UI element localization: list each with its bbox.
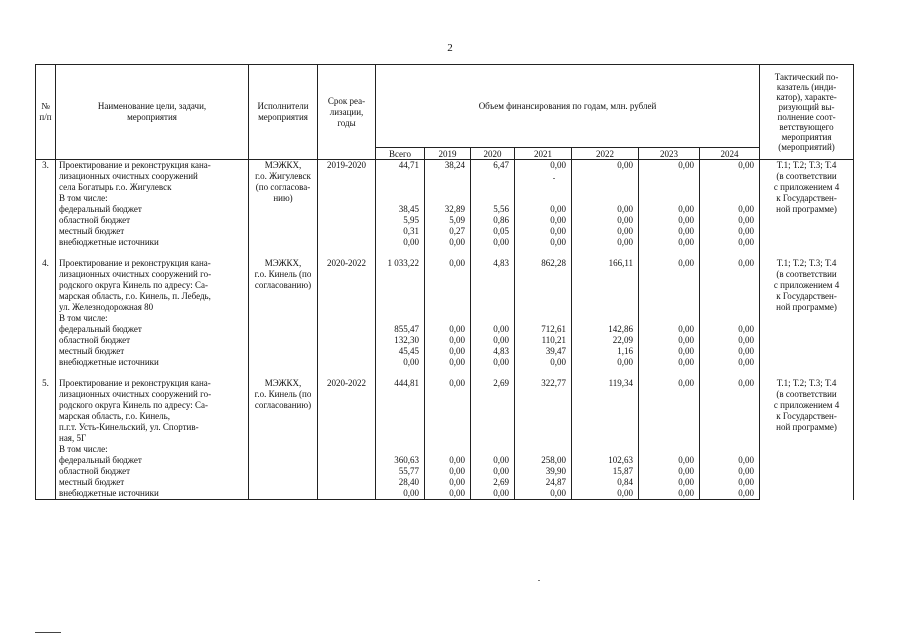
empty-cell [639,368,700,378]
empty-cell [36,346,56,357]
funding-value: 0,00 [425,258,471,324]
funding-value: 0,00 [639,455,700,466]
funding-value: 0,00 [572,488,639,500]
funding-value: 5,09 [425,215,471,226]
empty-cell [376,248,425,258]
funding-value: 0,00 [425,335,471,346]
including-label: В том числе: [59,444,108,454]
funding-value: 38,24 [425,160,471,205]
table-row [36,237,854,248]
table-row [36,346,854,357]
empty-cell [36,488,56,500]
empty-cell [318,488,376,500]
funding-value: 0,00 [639,466,700,477]
empty-cell [249,215,318,226]
funding-value: 0,00 [471,237,515,248]
empty-cell [425,248,471,258]
funding-value: 0,00 [639,237,700,248]
empty-cell [318,368,376,378]
funding-value: 0,00 [639,324,700,335]
funding-value: 0,00 [572,215,639,226]
funding-value: 0,00 [700,237,760,248]
table-row [36,226,854,237]
funding-value: 5,56 [471,204,515,215]
funding-value: 0,00 [700,215,760,226]
year-2020: 2020 [471,148,515,160]
funding-value: 258,00 [515,455,572,466]
funding-value: 0,00 [515,357,572,368]
funding-value: 0,00 [639,488,700,500]
funding-value: 0,00 [515,237,572,248]
funding-value: 132,30 [376,335,425,346]
funding-value: 0,84 [572,477,639,488]
empty-cell [36,226,56,237]
year-2021: 2021 [515,148,572,160]
empty-cell [36,324,56,335]
funding-value: 22,09 [572,335,639,346]
empty-cell [56,248,249,258]
funding-value: 0,00 [572,237,639,248]
header-funding: Объем финансирования по годам, млн. рублей [376,65,760,148]
indicator: Т.1; Т.2; Т.3; Т.4 (в соответствии с приложением 4 к Государствен- ной программе) [760,258,854,368]
funding-value: 0,00 [700,488,760,500]
indicator: Т.1; Т.2; Т.3; Т.4 (в соответствии с приложением 4 к Государствен- ной программе) [760,160,854,249]
funding-value: 855,47 [376,324,425,335]
empty-cell [318,248,376,258]
empty-cell [572,368,639,378]
empty-cell [318,335,376,346]
empty-cell [249,335,318,346]
empty-cell [249,488,318,500]
funding-value: 0,00 [471,335,515,346]
funding-value: 0,00 [425,324,471,335]
funding-value: 0,05 [471,226,515,237]
funding-value: 166,11 [572,258,639,324]
empty-cell [572,248,639,258]
empty-cell [700,368,760,378]
funding-value: 444,81 [376,378,425,455]
funding-value: 0,00 [639,335,700,346]
empty-cell [249,346,318,357]
empty-cell [249,455,318,466]
empty-cell [639,248,700,258]
empty-cell [249,237,318,248]
empty-cell [515,248,572,258]
empty-cell [249,357,318,368]
funding-value: 0,00 [471,324,515,335]
executor: МЭЖКХ, г.о. Кинель (по согласованию) [249,378,318,455]
funding-value: 0,27 [425,226,471,237]
funding-value: 0,00 [425,488,471,500]
empty-cell [318,357,376,368]
empty-cell [700,248,760,258]
empty-cell [36,204,56,215]
budget-source: областной бюджет [56,466,249,477]
funding-value: 0,00 [700,258,760,324]
funding-value: 0,00 [376,488,425,500]
empty-cell [318,477,376,488]
spacer-row [36,368,854,378]
empty-cell [249,324,318,335]
empty-cell [318,226,376,237]
funding-value: 0,00 [639,204,700,215]
funding-value: 39,47 [515,346,572,357]
funding-value: 712,61 [515,324,572,335]
table-row [36,378,854,455]
funding-value: 0,00 [700,455,760,466]
page-number: 2 [447,42,453,54]
spacer-row [36,248,854,258]
measure-name-text: Проектирование и реконструкция кана- лизационных очистных сооружений го- родского округа Кинель по адресу: Са- марская область, г.о. Кинель, п. Лебедь, ул. Железнодорожная 80 [59,258,212,312]
empty-cell [425,368,471,378]
funding-value: 0,00 [515,488,572,500]
funding-value: 1,16 [572,346,639,357]
row-number: 4. [36,258,56,324]
funding-value: 0,00 [471,488,515,500]
table-row [36,160,854,205]
measure-name [56,378,249,455]
header-term: Срок реа- лизации, годы [318,65,376,160]
funding-value: 0,00 [515,204,572,215]
measure-name [56,160,249,205]
year-2023: 2023 [639,148,700,160]
year-2024: 2024 [700,148,760,160]
funding-value: 0,00 [639,226,700,237]
budget-source: местный бюджет [56,226,249,237]
budget-source: внебюджетные источники [56,237,249,248]
funding-value: 0,00 [700,357,760,368]
funding-value: 4,83 [471,258,515,324]
funding-value: 0,00 [572,204,639,215]
empty-cell [36,248,56,258]
empty-cell [318,346,376,357]
term: 2020-2022 [318,258,376,324]
empty-cell [36,455,56,466]
empty-cell [471,368,515,378]
funding-value: 0,00 [425,455,471,466]
scan-speck [538,580,540,581]
funding-value: 28,40 [376,477,425,488]
funding-value: 38,45 [376,204,425,215]
header-executors: Исполнители мероприятия [249,65,318,160]
table-body [36,160,854,500]
measure-name [56,258,249,324]
empty-cell [318,215,376,226]
empty-cell [249,204,318,215]
funding-value: 0,00 [471,466,515,477]
including-label: В том числе: [59,313,108,323]
funding-value: 0,00 [515,226,572,237]
funding-value: 0,00 [639,357,700,368]
empty-cell [56,368,249,378]
empty-cell [36,215,56,226]
funding-value: 110,21 [515,335,572,346]
scan-speck [553,178,555,179]
funding-value: 0,00 [572,160,639,205]
indicator: Т.1; Т.2; Т.3; Т.4 (в соответствии с приложением 4 к Государствен- ной программе) [760,378,854,500]
row-number: 3. [36,160,56,205]
table-row [36,204,854,215]
empty-cell [471,248,515,258]
funding-value: 0,00 [700,466,760,477]
empty-cell [318,324,376,335]
funding-value: 44,71 [376,160,425,205]
funding-value: 0,00 [471,455,515,466]
table-row [36,324,854,335]
funding-value: 15,87 [572,466,639,477]
funding-value: 0,00 [639,346,700,357]
funding-value: 32,89 [425,204,471,215]
table-row [36,335,854,346]
empty-cell [36,237,56,248]
empty-cell [249,477,318,488]
header-name: Наименование цели, задачи, мероприятия [56,65,249,160]
funding-value: 0,00 [572,226,639,237]
funding-value: 24,87 [515,477,572,488]
budget-source: областной бюджет [56,215,249,226]
funding-value: 322,77 [515,378,572,455]
funding-value: 45,45 [376,346,425,357]
funding-value: 0,00 [515,215,572,226]
header-indicator: Тактический по- казатель (инди- катор), характе- ризующий вы- полнение соот- ветствующего мероприятия (мероприятий) [760,65,854,160]
funding-value: 0,00 [515,160,572,205]
funding-value: 0,00 [700,204,760,215]
empty-cell [36,335,56,346]
table-row [36,477,854,488]
funding-value: 102,63 [572,455,639,466]
funding-value: 5,95 [376,215,425,226]
funding-value: 0,00 [425,477,471,488]
table-row [36,258,854,324]
executor: МЭЖКХ, г.о. Кинель (по согласованию) [249,258,318,324]
term: 2019-2020 [318,160,376,205]
funding-value: 1 033,22 [376,258,425,324]
funding-value: 0,00 [639,258,700,324]
year-total: Всего [376,148,425,160]
empty-cell [36,477,56,488]
funding-value: 862,28 [515,258,572,324]
funding-value: 360,63 [376,455,425,466]
empty-cell [36,466,56,477]
budget-source: местный бюджет [56,477,249,488]
executor: МЭЖКХ, г.о. Жигулевск (по согласова- нию) [249,160,318,205]
funding-value: 2,69 [471,477,515,488]
table-row [36,357,854,368]
term: 2020-2022 [318,378,376,455]
empty-cell [318,455,376,466]
funding-value: 0,00 [471,357,515,368]
funding-value: 0,00 [639,477,700,488]
row-number: 5. [36,378,56,455]
funding-value: 55,77 [376,466,425,477]
funding-value: 0,00 [425,378,471,455]
funding-value: 2,69 [471,378,515,455]
budget-source: федеральный бюджет [56,204,249,215]
including-label: В том числе: [59,193,108,203]
funding-value: 0,00 [639,160,700,205]
table-row [36,455,854,466]
funding-value: 0,00 [376,237,425,248]
funding-value: 4,83 [471,346,515,357]
measure-name-text: Проектирование и реконструкция кана- лизационных очистных сооружений го- родского округа Кинель по адресу: Са- марская область, г.о. Кинель, п.г.т. Усть-Кинельский, ул. Спортив- ная, 5Г [59,378,212,443]
funding-value: 0,00 [700,324,760,335]
funding-value: 6,47 [471,160,515,205]
funding-value: 0,00 [639,215,700,226]
funding-value: 0,00 [572,357,639,368]
empty-cell [36,368,56,378]
budget-source: местный бюджет [56,346,249,357]
budget-source: федеральный бюджет [56,455,249,466]
funding-value: 119,34 [572,378,639,455]
financing-table [35,64,854,500]
funding-value: 0,00 [700,477,760,488]
funding-value: 0,00 [700,378,760,455]
funding-value: 0,00 [376,357,425,368]
measure-name-text: Проектирование и реконструкция кана- лизационных очистных сооружений села Богатырь г.о. Жигулевск [59,160,211,192]
budget-source: федеральный бюджет [56,324,249,335]
table-row [36,215,854,226]
table-row [36,488,854,500]
empty-cell [318,466,376,477]
empty-cell [36,357,56,368]
footer-line [35,632,61,633]
empty-cell [760,248,854,258]
empty-cell [760,368,854,378]
empty-cell [249,226,318,237]
funding-value: 142,86 [572,324,639,335]
funding-value: 0,00 [425,466,471,477]
funding-value: 0,31 [376,226,425,237]
empty-cell [318,204,376,215]
empty-cell [515,368,572,378]
empty-cell [249,466,318,477]
year-2019: 2019 [425,148,471,160]
funding-value: 0,00 [700,335,760,346]
empty-cell [249,368,318,378]
funding-value: 39,90 [515,466,572,477]
budget-source: областной бюджет [56,335,249,346]
funding-value: 0,00 [700,346,760,357]
empty-cell [376,368,425,378]
funding-value: 0,00 [700,160,760,205]
budget-source: внебюджетные источники [56,488,249,500]
table-row [36,466,854,477]
table-header [36,65,854,160]
empty-cell [318,237,376,248]
funding-value: 0,00 [639,378,700,455]
empty-cell [249,248,318,258]
header-number: № п/п [36,65,56,160]
funding-value: 0,00 [700,226,760,237]
funding-value: 0,00 [425,237,471,248]
funding-value: 0,86 [471,215,515,226]
funding-value: 0,00 [425,346,471,357]
year-2022: 2022 [572,148,639,160]
funding-value: 0,00 [425,357,471,368]
budget-source: внебюджетные источники [56,357,249,368]
